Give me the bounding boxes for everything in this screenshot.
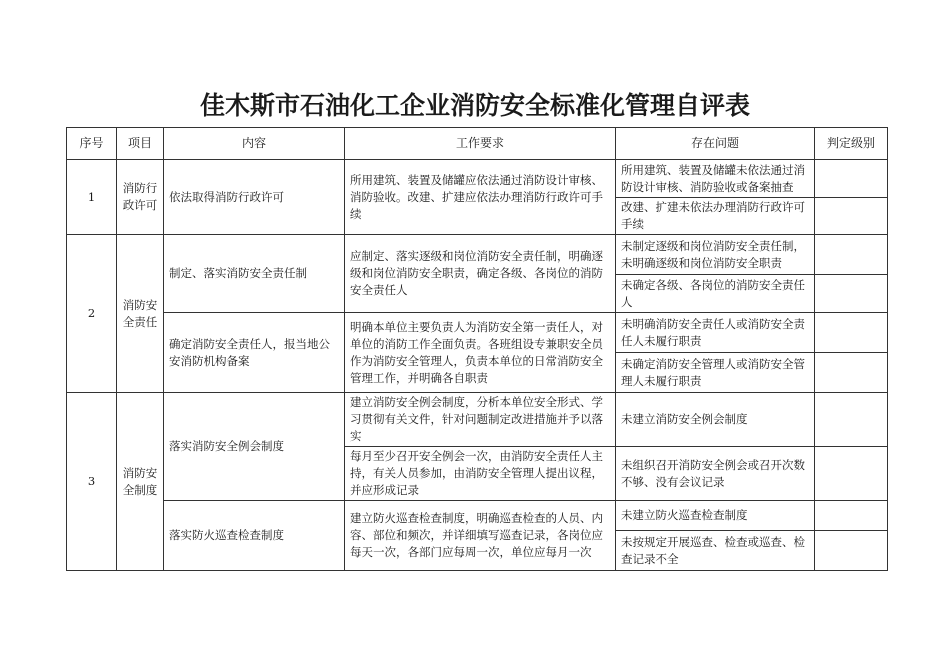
table-row: [67, 393, 888, 447]
issue-cell: 未确定各级、各岗位的消防安全责任人: [616, 275, 815, 313]
issue-cell: 未组织召开消防安全例会或召开次数不够、没有会议记录: [616, 447, 815, 501]
grade-cell[interactable]: [815, 160, 888, 198]
table-row: [67, 235, 888, 275]
content-cell: 确定消防安全责任人，报当地公安消防机构备案: [164, 313, 345, 393]
content-cell: 落实消防安全例会制度: [164, 393, 345, 501]
header-no: 序号: [67, 128, 117, 160]
self-assessment-table: [66, 127, 888, 571]
grade-cell[interactable]: [815, 501, 888, 531]
issue-cell: 改建、扩建未依法办理消防行政许可手续: [616, 198, 815, 235]
issue-cell: 未按规定开展巡查、检查或巡查、检查记录不全: [616, 531, 815, 571]
header-project: 项目: [117, 128, 164, 160]
header-content: 内容: [164, 128, 345, 160]
table-row: [67, 501, 888, 531]
grade-cell[interactable]: [815, 353, 888, 393]
table-row: [67, 313, 888, 353]
requirement-cell: 所用建筑、装置及储罐应依法通过消防设计审核、消防验收。改建、扩建应依法办理消防行政许可手续: [345, 160, 616, 235]
requirement-cell: 建立消防安全例会制度，分析本单位安全形式、学习贯彻有关文件，针对问题制定改进措施并予以落实: [345, 393, 616, 447]
issue-cell: 未建立消防安全例会制度: [616, 393, 815, 447]
grade-cell[interactable]: [815, 393, 888, 447]
content-cell: 依法取得消防行政许可: [164, 160, 345, 235]
document-title: 佳木斯市石油化工企业消防安全标准化管理自评表: [199, 91, 750, 120]
header-requirement: 工作要求: [345, 128, 616, 160]
section-project: 消防行政许可: [117, 160, 164, 235]
grade-cell[interactable]: [815, 275, 888, 313]
grade-cell[interactable]: [815, 447, 888, 501]
requirement-cell: 应制定、落实逐级和岗位消防安全责任制，明确逐级和岗位消防安全职责，确定各级、各岗位的消防安全责任人: [345, 235, 616, 313]
issue-cell: 未制定逐级和岗位消防安全责任制，未明确逐级和岗位消防安全职责: [616, 235, 815, 275]
requirement-cell: 每月至少召开安全例会一次，由消防安全责任人主持，有关人员参加，由消防安全管理人提出议程，并应形成记录: [345, 447, 616, 501]
requirement-cell: 明确本单位主要负责人为消防安全第一责任人，对单位的消防工作全面负责。各班组设专兼职安全员作为消防安全管理人，负责本单位的日常消防安全管理工作，并明确各自职责: [345, 313, 616, 393]
issue-cell: 未建立防火巡查检查制度: [616, 501, 815, 531]
section-project: 消防安全制度: [117, 393, 164, 571]
section-no: 3: [67, 393, 117, 571]
issue-cell: 所用建筑、装置及储罐未依法通过消防设计审核、消防验收或备案抽查: [616, 160, 815, 198]
grade-cell[interactable]: [815, 531, 888, 571]
header-issue: 存在问题: [616, 128, 815, 160]
grade-cell[interactable]: [815, 235, 888, 275]
table-row: [67, 160, 888, 198]
requirement-cell: 建立防火巡查检查制度，明确巡查检查的人员、内容、部位和频次，并详细填写巡查记录，各岗位应每天一次，各部门应每周一次，单位应每月一次: [345, 501, 616, 571]
grade-cell[interactable]: [815, 313, 888, 353]
header-grade: 判定级别: [815, 128, 888, 160]
section-no: 1: [67, 160, 117, 235]
content-cell: 制定、落实消防安全责任制: [164, 235, 345, 313]
issue-cell: 未确定消防安全管理人或消防安全管理人未履行职责: [616, 353, 815, 393]
content-cell: 落实防火巡查检查制度: [164, 501, 345, 571]
section-project: 消防安全责任: [117, 235, 164, 393]
issue-cell: 未明确消防安全责任人或消防安全责任人未履行职责: [616, 313, 815, 353]
table-header-row: [67, 128, 888, 160]
grade-cell[interactable]: [815, 198, 888, 235]
section-no: 2: [67, 235, 117, 393]
